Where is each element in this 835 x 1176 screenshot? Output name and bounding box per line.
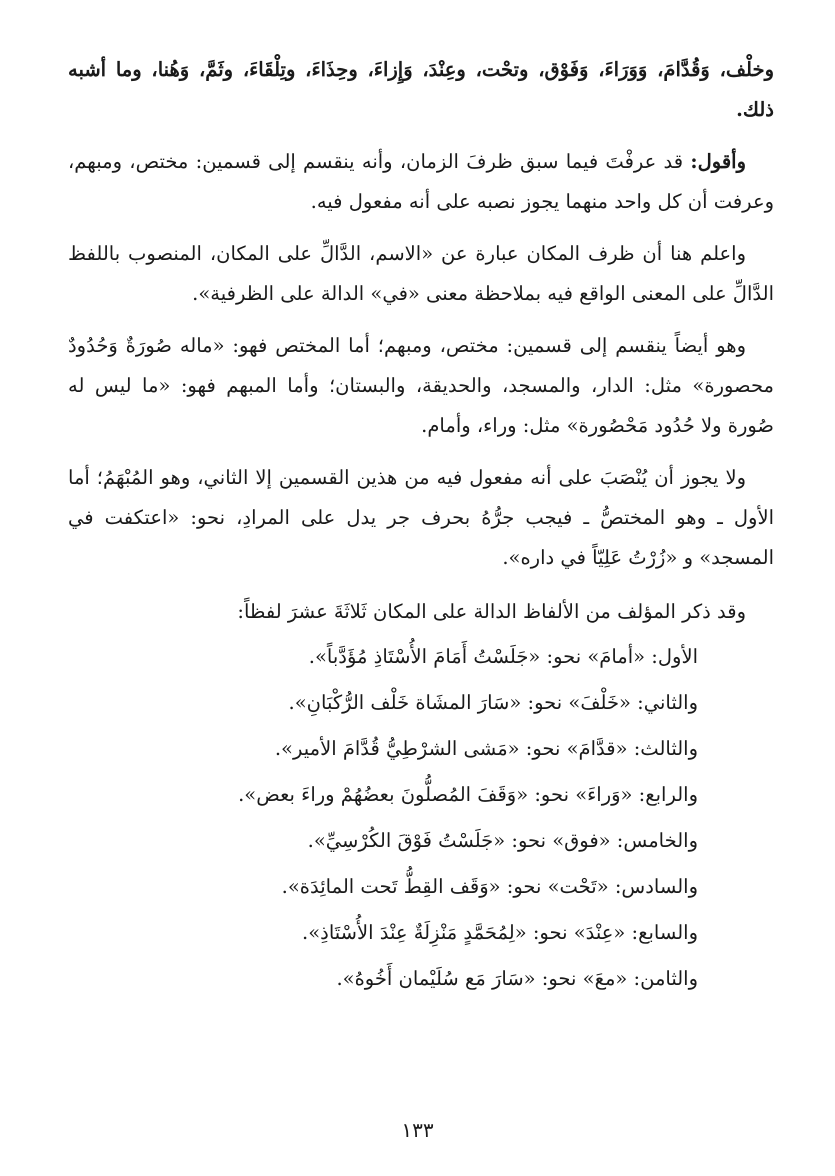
page-body (68, 50, 774, 1002)
paragraph-2-lead: وأقول: (690, 150, 746, 173)
list-item: والسابع: «عِنْدَ» نحو: «لِمُحَمَّدٍ مَنْزِلَةٌ عِنْدَ الأُسْتَاذِ». (302, 921, 698, 944)
list-item: والثالث: «قدَّامَ» نحو: «مَشى الشرْطِيُّ قُدَّامَ الأمير». (274, 737, 698, 760)
paragraph-1: وخلْف، وَقُدَّامَ، وَوَرَاءَ، وَفَوْق، وتحْت، وعِنْدَ، وَإِزاءَ، وحِذَاءَ، وتِلْقَاءَ، وثَمَّ، وَهُنا، وما أشبه ذلك. (68, 58, 774, 121)
paragraph-4: وهو أيضاً ينقسم إلى قسمين: مختص، ومبهم؛ أما المختص فهو: «ماله صُورَةٌ وَحُدُودٌ محصورة» مثل: الدار، والمسجد، والحديقة، والبستان؛ وأما المبهم فهو: «ما ليس له صُورة ولا حُدُود مَحْصُورة» مثل: وراء، وأمام. (68, 334, 774, 437)
paragraph-5: ولا يجوز أن يُنْصَبَ على أنه مفعول فيه من هذين القسمين إلا الثاني، وهو المُبْهَمُ؛ أما الأول ـ وهو المختصُّ ـ فيجب جرُّهُ بحرف جر يدل على المرادِ، نحو: «اعتكفت في المسجد» و «زُرْتُ عَلِيّاً في داره». (68, 466, 774, 569)
list-item: والثامن: «معَ» نحو: «سَارَ مَع سُلَيْمان أَخُوهُ». (336, 967, 698, 990)
list-item: والخامس: «فوق» نحو: «جَلَسْتُ فَوْقَ الكُرْسِيِّ». (307, 829, 698, 852)
list-item: والسادس: «تَحْت» نحو: «وَقَف القِطُّ تَحت المائِدَة». (281, 875, 698, 898)
list-heading: وقد ذكر المؤلف من الألفاظ الدالة على المكان ثَلاثَةَ عشرَ لفظاً: (237, 600, 746, 623)
paragraph-2 (68, 142, 774, 222)
place-words-list (68, 590, 774, 1002)
list-item: الأول: «أمامَ» نحو: «جَلَسْتُ أَمَامَ الأُسْتَاذِ مُؤَدَّباً». (308, 645, 698, 668)
paragraph-3: واعلم هنا أن ظرف المكان عبارة عن «الاسم، الدَّالِّ على المكان، المنصوب باللفظ الدَّالِّ على المعنى الواقع فيه بملاحظة معنى «في» الدالة على الظرفية». (68, 242, 774, 305)
list-item: والثاني: «خَلْفَ» نحو: «سَارَ المشَاة خَلْف الرُّكْبَانِ». (288, 691, 698, 714)
page-number: ١٣٣ (401, 1118, 434, 1142)
paragraph-2-text: قد عرفْتَ فيما سبق ظرفَ الزمان، وأنه ينقسم إلى قسمين: مختص، ومبهم، وعرفت أن كل واحد منهما يجوز نصبه على أنه مفعول فيه. (68, 150, 774, 213)
list-item: والرابع: «وَراءَ» نحو: «وَقَفَ المُصلُّونَ بعضُهُمْ وراءَ بعض». (238, 783, 698, 806)
